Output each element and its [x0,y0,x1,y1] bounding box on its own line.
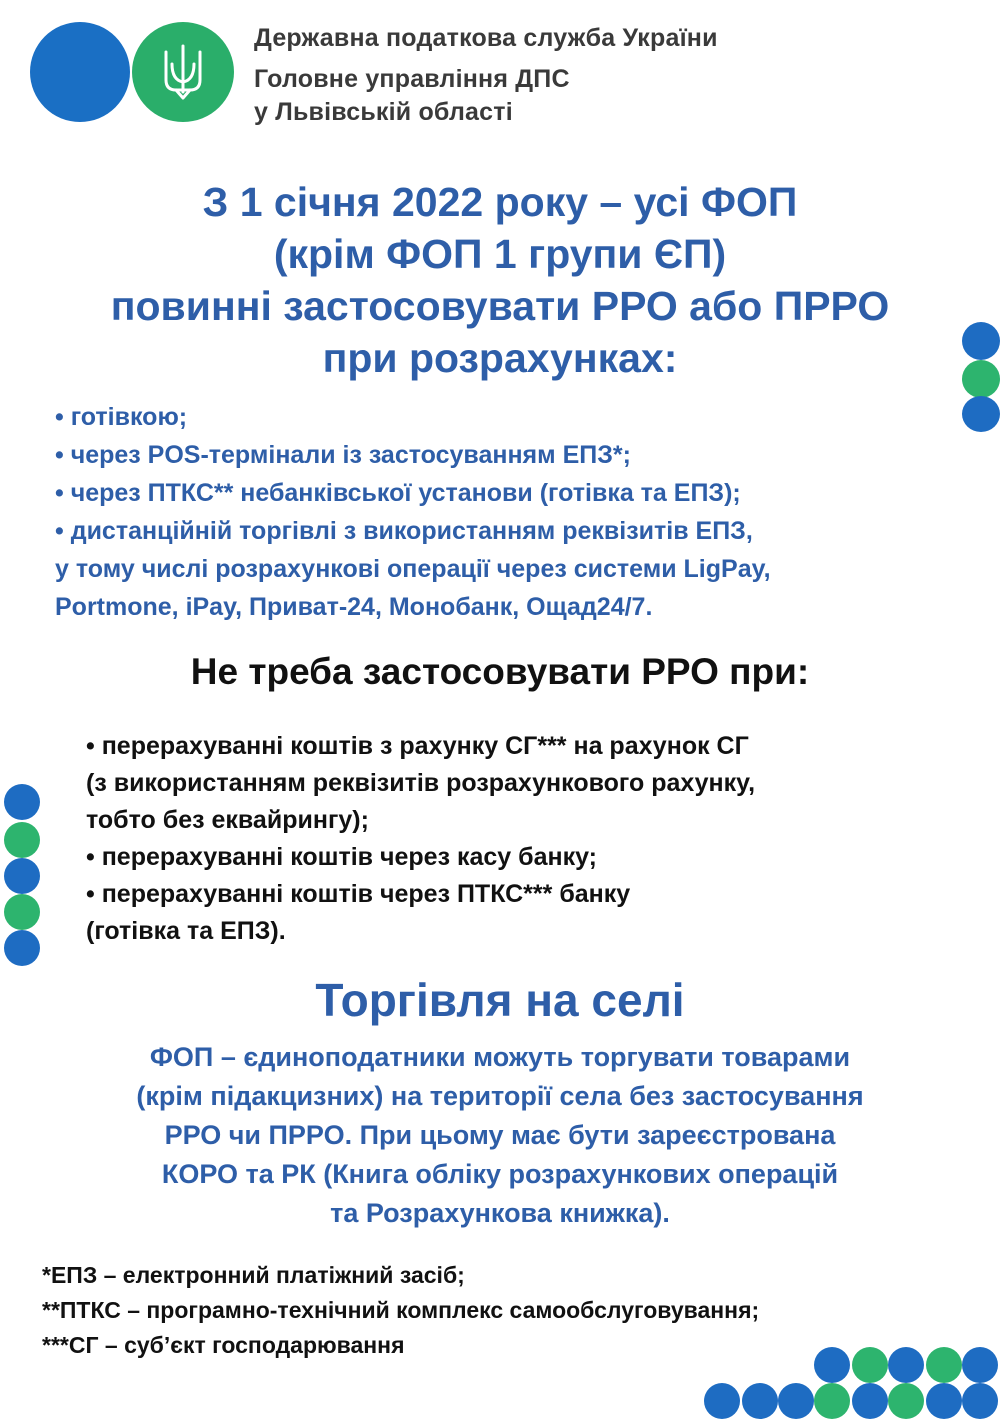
title-line: при розрахунках: [322,335,678,381]
no-rro-heading: Не треба застосовувати РРО при: [190,651,810,692]
main-title [0,176,1000,384]
paragraph-line: та Розрахункова книжка). [330,1198,670,1228]
list-item: у тому числі розрахункові операції через системи LigPay, [55,555,771,583]
no-rro-list [86,728,755,950]
decor-dot [962,360,1000,398]
logo-blue-circle [30,22,130,122]
list-item: Portmone, iPay, Приват-24, Монобанк, Ощад24/7. [55,593,653,621]
decor-dot [4,784,40,820]
decor-dot [4,858,40,894]
rro-required-list [55,398,771,626]
org-department: Головне управління ДПС [254,65,570,93]
paragraph-line: КОРО та РК (Книга обліку розрахункових операцій [161,1159,839,1189]
org-name: Державна податкова служба України [254,24,718,52]
paragraph-line: РРО чи ПРРО. При цьому має бути зареєстрована [164,1120,836,1150]
decor-dot [926,1383,962,1419]
decor-dot [962,396,1000,432]
list-item: • перерахуванні коштів через касу банку; [86,843,597,871]
paragraph-line: ФОП – єдиноподатники можуть торгувати товарами [149,1042,851,1072]
list-item: • дистанційній торгівлі з використанням реквізитів ЕПЗ, [55,517,753,545]
decor-dot [778,1383,814,1419]
decor-dot [814,1383,850,1419]
list-item: тобто без еквайрингу); [86,806,369,834]
list-item: • через POS-термінали із застосуванням ЕПЗ*; [55,441,631,469]
trident-icon [158,42,208,102]
list-item: (готівка та ЕПЗ). [86,917,286,945]
decor-dot [4,894,40,930]
decor-dot [704,1383,740,1419]
village-heading: Торгівля на селі [315,974,685,1026]
decor-dot [4,822,40,858]
decor-dot [852,1347,888,1383]
decor-dot [926,1347,962,1383]
decor-dot [962,1347,998,1383]
footnote: ***СГ – суб’єкт господарювання [42,1332,405,1358]
list-item: • через ПТКС** небанківської установи (готівка та ЕПЗ); [55,479,741,507]
decor-dot [4,930,40,966]
title-line: З 1 січня 2022 року – усі ФОП [202,179,798,225]
decor-dot [852,1383,888,1419]
title-line: (крім ФОП 1 групи ЄП) [273,231,727,277]
org-region: у Львівській області [254,98,513,126]
footnotes [42,1258,759,1363]
decor-dot [888,1347,924,1383]
decor-dot [814,1347,850,1383]
list-item: (з використанням реквізитів розрахункового рахунку, [86,769,756,797]
footnote: *ЕПЗ – електронний платіжний засіб; [42,1262,465,1288]
decor-dot [962,322,1000,360]
list-item: • готівкою; [55,403,188,431]
paragraph-line: (крім підакцизних) на території села без застосування [136,1081,864,1111]
title-line: повинні застосовувати РРО або ПРРО [110,283,890,329]
decor-dot [962,1383,998,1419]
list-item: • перерахуванні коштів з рахунку СГ*** на рахунок СГ [86,732,749,760]
footnote: **ПТКС – програмно-технічний комплекс самообслуговування; [42,1297,760,1323]
village-paragraph [0,1038,1000,1233]
decor-dot [742,1383,778,1419]
list-item: • перерахуванні коштів через ПТКС*** банку [86,880,631,908]
decor-dot [888,1383,924,1419]
